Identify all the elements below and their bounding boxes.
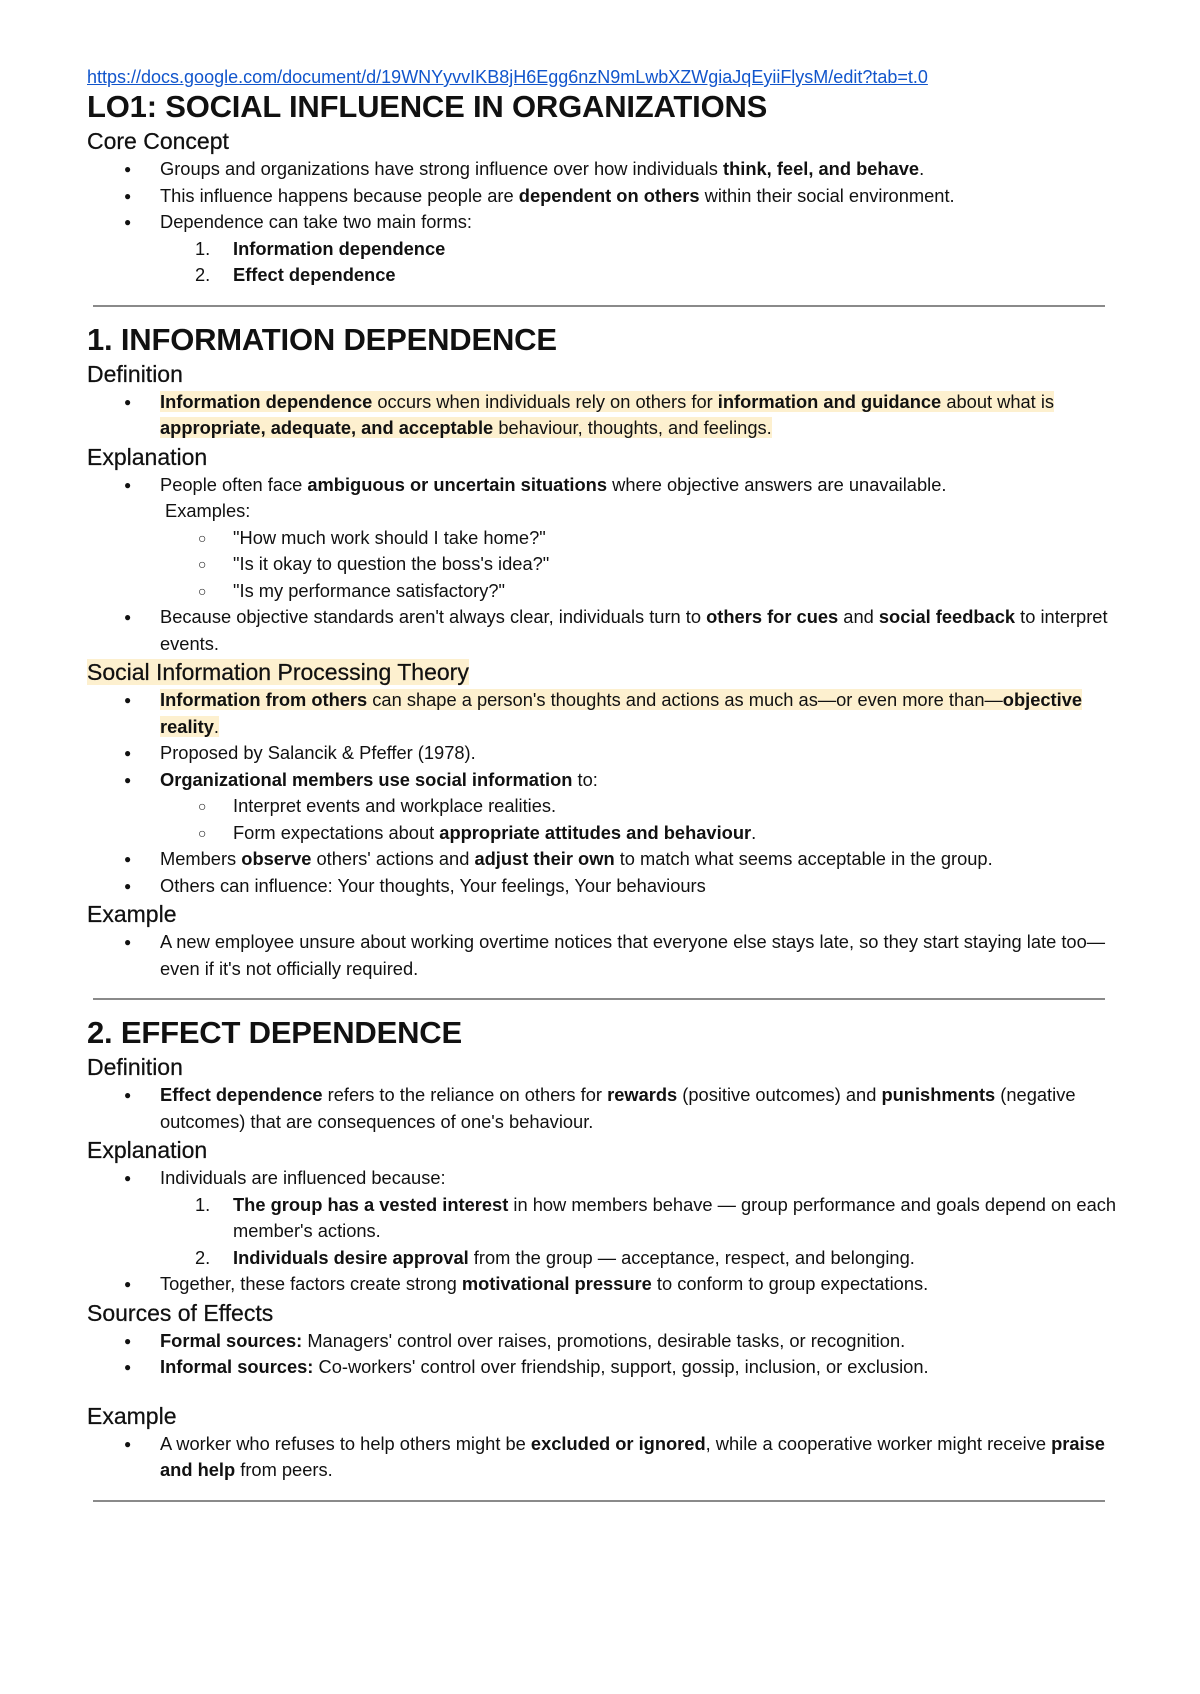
bullet-icon: ● — [124, 746, 132, 760]
bullet-icon: ● — [124, 1333, 132, 1348]
list-item-continuation: Examples: — [165, 500, 251, 521]
list-item: ● Members observe others' actions and adjust their own to match what seems acceptable in the group. — [87, 846, 1117, 873]
sub-list-item: ○ "Is it okay to question the boss's idea?" — [87, 551, 1117, 578]
section-title-information-dependence: 1. INFORMATION DEPENDENCE — [87, 321, 557, 357]
numbered-item: 2. Effect dependence — [87, 262, 1117, 289]
list-item: ● Information dependence occurs when individuals rely on others for information and guidance about what is appropriate, adequate, and acceptable behaviour, thoughts, and feelings. — [124, 390, 1055, 438]
bullet-icon: ● — [124, 935, 132, 949]
document-page — [87, 66, 1117, 1516]
list-number: 1. — [195, 1193, 211, 1215]
circle-bullet-icon: ○ — [198, 529, 207, 546]
bullet-icon: ● — [124, 188, 132, 203]
explanation-heading: Explanation — [87, 443, 208, 470]
bullet-icon: ● — [124, 1171, 132, 1185]
bullet-icon: ● — [124, 394, 132, 409]
core-concept-list — [87, 156, 1117, 289]
sub-list-item: ○ Form expectations about appropriate attitudes and behaviour. — [87, 820, 1117, 847]
bullet-icon: ● — [124, 162, 132, 176]
divider — [93, 998, 1105, 1000]
list-item: ● A new employee unsure about working overtime notices that everyone else stays late, so they start staying late too—even if it's not officially required. — [124, 931, 1106, 979]
explanation-heading: Explanation — [87, 1137, 208, 1163]
core-concept-heading: Core Concept — [87, 128, 229, 154]
list-item: ● Others can influence: Your thoughts, Your feelings, Your behaviours — [87, 873, 1117, 900]
numbered-item: 2. Individuals desire approval from the group — acceptance, respect, and belonging. — [87, 1245, 1117, 1272]
sip-theory-heading: Social Information Processing Theory — [87, 659, 469, 685]
definition-list — [87, 389, 1117, 442]
bullet-icon: ● — [124, 1436, 132, 1451]
divider — [93, 1500, 1105, 1502]
sip-theory-list — [87, 687, 1117, 899]
list-item: ● Informal sources: Co-workers' control over friendship, support, gossip, inclusion, or exclusion. — [87, 1354, 1117, 1381]
section-title-effect-dependence: 2. EFFECT DEPENDENCE — [87, 1015, 462, 1050]
list-item: ● Effect dependence refers to the reliance on others for rewards (positive outcomes) and punishments (negative outcomes) that are consequences of one's behaviour. — [124, 1084, 1076, 1132]
bullet-icon: ● — [124, 878, 132, 893]
bullet-icon: ● — [124, 610, 132, 624]
circle-bullet-icon: ○ — [198, 824, 207, 841]
bullet-icon: ● — [124, 1088, 132, 1102]
numbered-item: 1. The group has a vested interest in how members behave — group performance and goals depend on each member's actions. — [195, 1193, 1117, 1241]
list-item: ● Proposed by Salancik & Pfeffer (1978). — [87, 740, 1117, 767]
definition-heading: Definition — [87, 360, 183, 387]
definition-heading: Definition — [87, 1054, 183, 1080]
list-item: ● Individuals are influenced because: — [87, 1165, 1117, 1192]
sources-list — [87, 1328, 1117, 1381]
list-item: ● People often face ambiguous or uncertain situations where objective answers are unavailable. — [87, 472, 1117, 499]
circle-bullet-icon: ○ — [198, 798, 207, 814]
example-heading: Example — [87, 1402, 177, 1429]
bullet-icon: ● — [124, 477, 132, 492]
sub-list-item: ○ "How much work should I take home?" — [87, 525, 1117, 552]
example-list — [87, 1431, 1117, 1484]
list-item: ● Because objective standards aren't always clear, individuals turn to others for cues and social feedback to interpret events. — [124, 606, 1108, 654]
list-item: ● This influence happens because people are dependent on others within their social environment. — [87, 183, 1117, 210]
explanation-list — [87, 1165, 1117, 1298]
list-number: 1. — [195, 237, 211, 259]
list-number: 2. — [195, 264, 211, 285]
spacer — [87, 1381, 1117, 1401]
page-title: LO1: SOCIAL INFLUENCE IN ORGANIZATIONS — [87, 89, 768, 124]
numbered-item: 1. Information dependence — [87, 236, 1117, 263]
explanation-list — [87, 472, 1117, 658]
list-item: ● Dependence can take two main forms: — [87, 209, 1117, 236]
bullet-icon: ● — [124, 852, 132, 866]
bullet-icon: ● — [124, 1277, 132, 1291]
list-item: ● Information from others can shape a person's thoughts and actions as much as—or even more than—objective reality. — [124, 689, 1083, 737]
example-heading: Example — [87, 901, 177, 927]
sub-list-item: ○ Interpret events and workplace realities. — [87, 793, 1117, 820]
sub-list-item: ○ "Is my performance satisfactory?" — [87, 578, 1117, 605]
sources-heading: Sources of Effects — [87, 1299, 274, 1326]
circle-bullet-icon: ○ — [198, 556, 207, 572]
bullet-icon: ● — [124, 772, 132, 787]
list-item: ● Together, these factors create strong motivational pressure to conform to group expectations. — [87, 1271, 1117, 1298]
circle-bullet-icon: ○ — [198, 582, 207, 599]
document-link[interactable]: https://docs.google.com/document/d/19WNYyvvIKB8jH6Egg6nzN9mLwbXZWgiaJqEyiiFlysM/edit?tab=t.0 — [87, 67, 928, 87]
list-item: ● Formal sources: Managers' control over raises, promotions, desirable tasks, or recognition. — [87, 1328, 1117, 1355]
bullet-icon: ● — [124, 693, 132, 707]
list-item: ● Organizational members use social information to: — [87, 767, 1117, 794]
list-number: 2. — [195, 1246, 211, 1268]
list-item: ● A worker who refuses to help others might be excluded or ignored, while a cooperative worker might receive praise and help from peers. — [124, 1432, 1105, 1480]
divider — [93, 305, 1105, 307]
bullet-icon: ● — [124, 215, 132, 229]
example-list — [87, 929, 1117, 982]
list-item: ● Groups and organizations have strong influence over how individuals think, feel, and behave. — [87, 156, 1117, 183]
bullet-icon: ● — [124, 1360, 132, 1374]
definition-list — [87, 1082, 1117, 1135]
